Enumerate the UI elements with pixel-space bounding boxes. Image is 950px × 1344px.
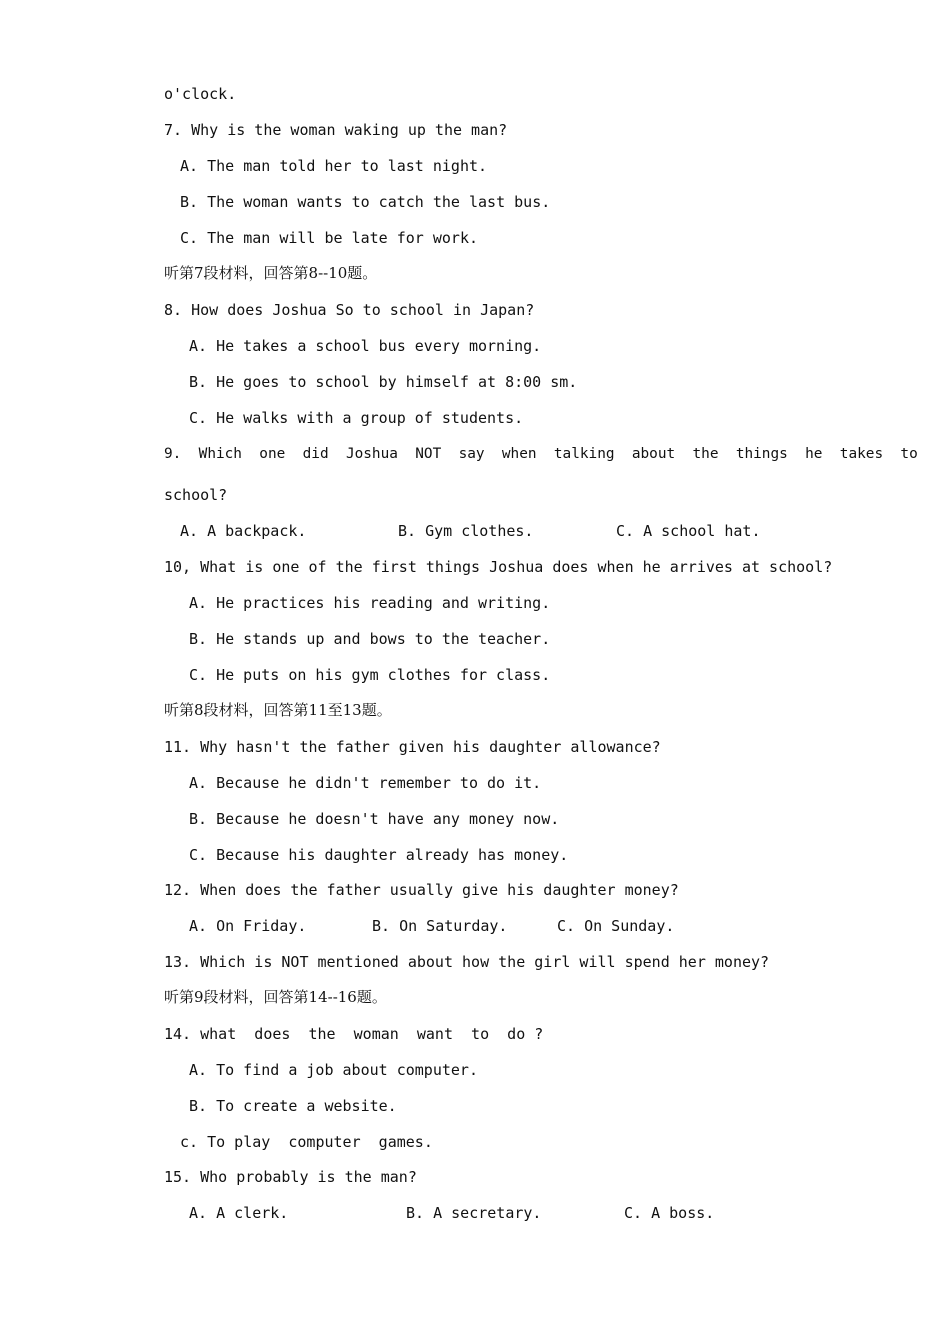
question-11-option-a: A. Because he didn't remember to do it. [189,774,542,792]
question-8-option-b: B. He goes to school by himself at 8:00 sm. [189,373,578,391]
question-8: 8. How does Joshua So to school in Japan? [164,301,535,319]
question-15-option-b: B. A secretary. [406,1204,542,1222]
question-11-option-c: C. Because his daughter already has money. [189,846,569,864]
question-12-option-b: B. On Saturday. [372,917,508,935]
question-8-option-a: A. He takes a school bus every morning. [189,337,542,355]
question-15-option-c: C. A boss. [624,1204,715,1222]
section-8-instruction: 听第8段材料，回答第11至13题。 [164,701,392,719]
question-9: 9. Which one did Joshua NOT say when talking about the things he takes to [164,446,918,462]
question-7-option-c: C. The man will be late for work. [180,229,479,247]
question-7: 7. Why is the woman waking up the man? [164,121,508,139]
question-15-option-a: A. A clerk. [189,1204,289,1222]
question-12: 12. When does the father usually give his daughter money? [164,881,679,899]
question-14-option-c: c. To play computer games. [180,1133,433,1151]
section-9-instruction: 听第9段材料，回答第14--16题。 [164,988,387,1006]
question-10-option-b: B. He stands up and bows to the teacher. [189,630,551,648]
question-11: 11. Why hasn't the father given his daughter allowance? [164,738,661,756]
question-10-option-c: C. He puts on his gym clothes for class. [189,666,551,684]
question-13: 13. Which is NOT mentioned about how the girl will spend her money? [164,953,770,971]
question-12-option-a: A. On Friday. [189,917,307,935]
question-15: 15. Who probably is the man? [164,1168,417,1186]
question-11-option-b: B. Because he doesn't have any money now. [189,810,560,828]
question-7-option-a: A. The man told her to last night. [180,157,488,175]
question-7-option-b: B. The woman wants to catch the last bus. [180,193,551,211]
question-14: 14. what does the woman want to do ? [164,1025,544,1043]
question-9-continued: school? [164,486,228,504]
question-10: 10, What is one of the first things Joshua does when he arrives at school? [164,558,833,576]
question-9-option-a: A. A backpack. [180,522,307,540]
question-9-option-c: C. A school hat. [616,522,761,540]
question-10-option-a: A. He practices his reading and writing. [189,594,551,612]
question-14-option-b: B. To create a website. [189,1097,397,1115]
question-14-option-a: A. To find a job about computer. [189,1061,478,1079]
question-8-option-c: C. He walks with a group of students. [189,409,524,427]
question-12-option-c: C. On Sunday. [557,917,675,935]
section-7-instruction: 听第7段材料，回答第8--10题。 [164,264,378,282]
question-9-option-b: B. Gym clothes. [398,522,534,540]
line-oclock: o'clock. [164,85,237,103]
